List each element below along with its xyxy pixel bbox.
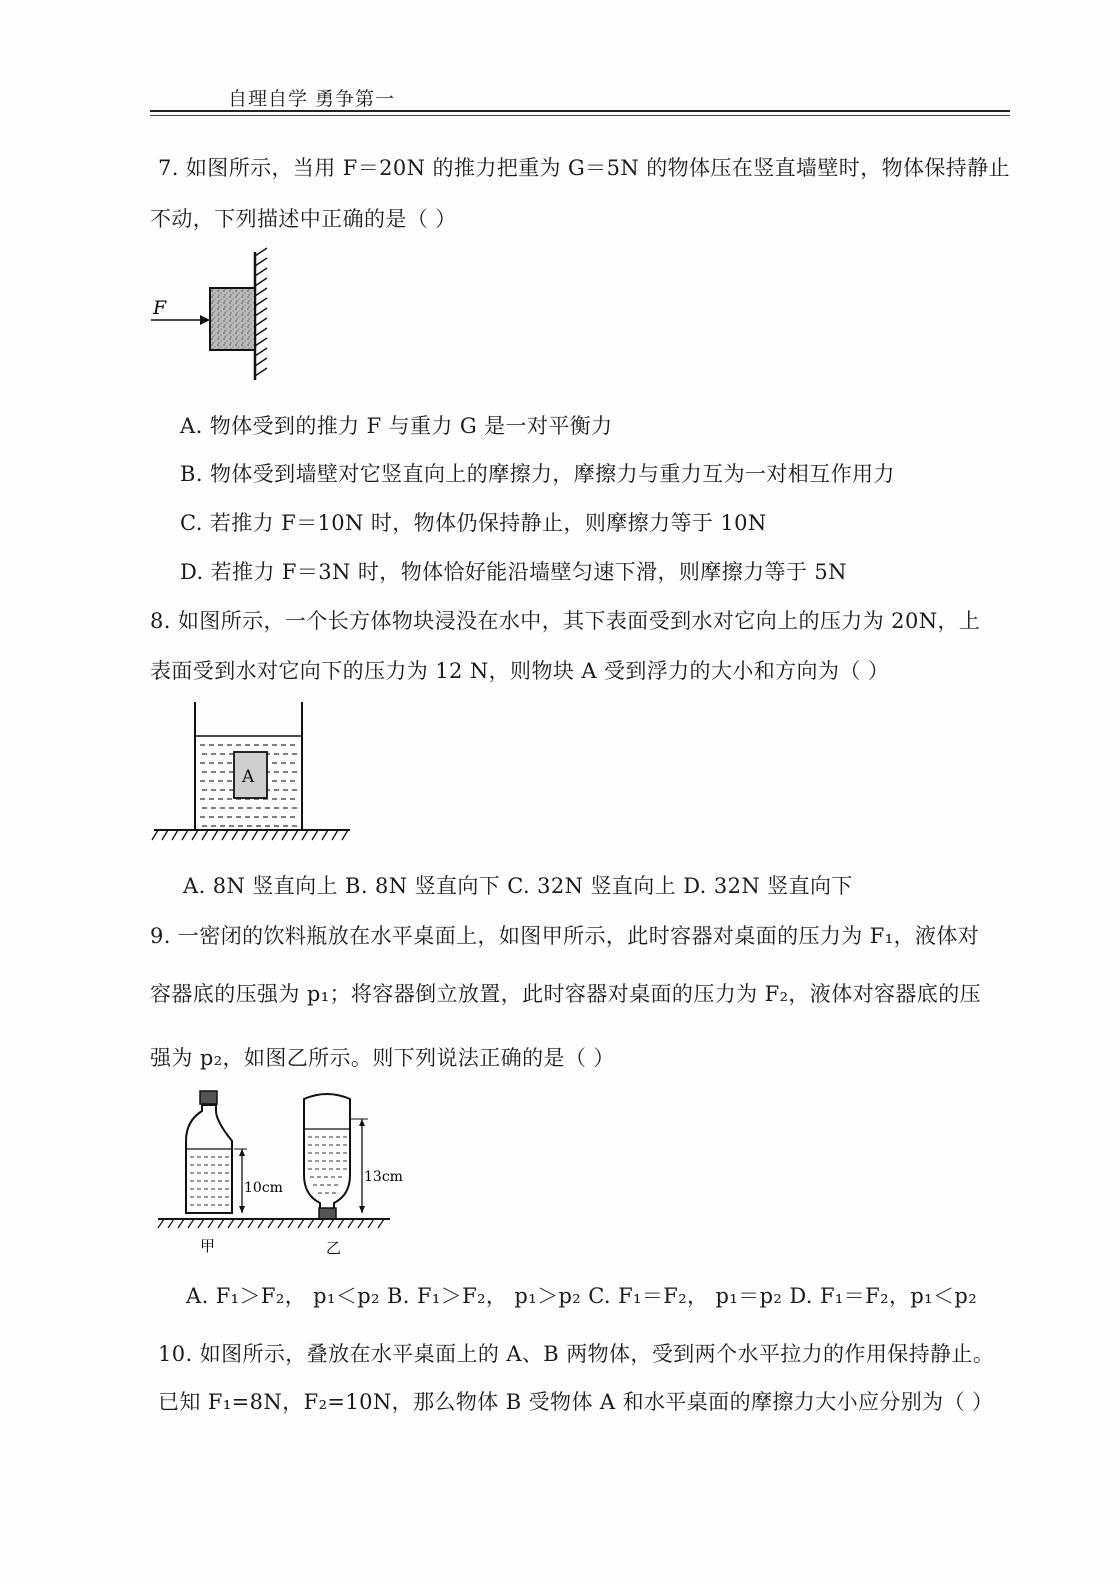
header-rule: [150, 110, 1010, 112]
q9-stem-line3: 强为 p₂，如图乙所示。则下列说法正确的是（ ）: [150, 1046, 615, 1070]
q9-height-label-1: 10cm: [244, 1180, 283, 1196]
q9-label-yi: 乙: [326, 1239, 342, 1257]
q7-force-label: F: [153, 297, 167, 319]
q9-stem-line1: 9. 一密闭的饮料瓶放在水平桌面上，如图甲所示，此时容器对桌面的压力为 F₁，液体对: [150, 924, 980, 948]
q7-stem-line1: 7. 如图所示，当用 F＝20N 的推力把重为 G＝5N 的物体压在竖直墙壁时，物体保持静止: [158, 156, 1010, 180]
q9-label-jia: 甲: [200, 1237, 216, 1255]
q7-figure-wall-block: [145, 248, 285, 388]
q7-stem-line2: 不动，下列描述中正确的是（ ）: [150, 207, 457, 231]
page-header: 自理自学 勇争第一: [228, 88, 396, 110]
q7-option-a: A. 物体受到的推力 F 与重力 G 是一对平衡力: [180, 414, 613, 438]
q7-option-c: C. 若推力 F＝10N 时，物体仍保持静止，则摩擦力等于 10N: [180, 511, 767, 535]
q9-options: A. F₁＞F₂， p₁＜p₂ B. F₁＞F₂， p₁＞p₂ C. F₁＝F₂， p₁＝p₂ D. F₁＝F₂，p₁＜p₂: [186, 1284, 978, 1308]
q8-options: A. 8N 竖直向上 B. 8N 竖直向下 C. 32N 竖直向上 D. 32N 竖直向下: [183, 874, 853, 898]
q10-stem-line1: 10. 如图所示，叠放在水平桌面上的 A、B 两物体，受到两个水平拉力的作用保持静止。: [158, 1342, 995, 1366]
header-rule-thin: [150, 115, 1010, 116]
q8-stem-line1: 8. 如图所示，一个长方体物块浸没在水中，其下表面受到水对它向上的压力为 20N，上: [150, 609, 981, 633]
q7-option-b: B. 物体受到墙壁对它竖直向上的摩擦力，摩擦力与重力互为一对相互作用力: [180, 462, 895, 486]
q10-stem-line2: 已知 F₁=8N，F₂=10N，那么物体 B 受物体 A 和水平桌面的摩擦力大小应分别为（ ）: [158, 1390, 994, 1414]
q8-figure-container: [150, 700, 355, 850]
q8-stem-line2: 表面受到水对它向下的压力为 12 N，则物块 A 受到浮力的大小和方向为（ ）: [150, 659, 890, 683]
q9-stem-line2: 容器底的压强为 p₁；将容器倒立放置，此时容器对桌面的压力为 F₂，液体对容器底的压: [150, 982, 981, 1006]
q7-option-d: D. 若推力 F＝3N 时，物体恰好能沿墙壁匀速下滑，则摩擦力等于 5N: [180, 560, 847, 584]
q9-height-label-2: 13cm: [364, 1169, 403, 1185]
q8-block-label: A: [242, 767, 255, 787]
q9-figure-bottles: [150, 1085, 403, 1260]
